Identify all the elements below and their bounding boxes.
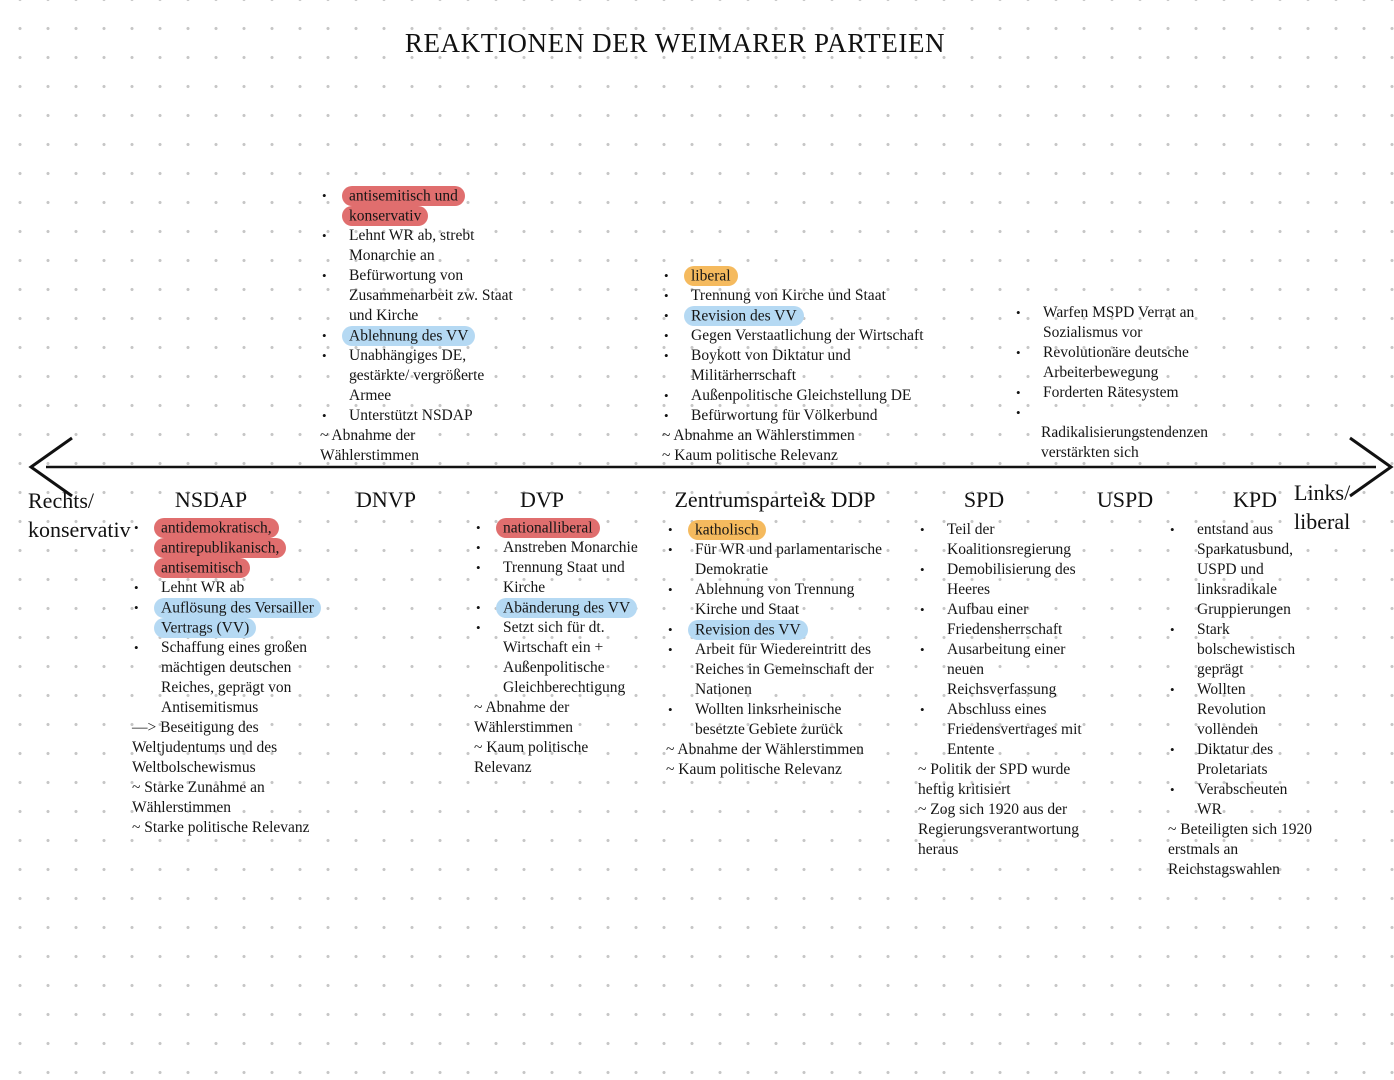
item-text — [161, 598, 346, 638]
item-text: Lehnt WR ab, strebt Monarchie an — [349, 227, 475, 264]
bullet-icon: • — [664, 348, 669, 363]
item-text: Ausarbeitung einer neuen Reichsverfassung — [947, 641, 1066, 698]
bullet-icon: • — [668, 642, 673, 657]
item-text: Befürwortung für Völkerbund — [691, 407, 878, 424]
list-item — [666, 540, 884, 580]
bullet-icon: • — [1016, 385, 1021, 400]
item-text: ~ Abnahme der Wählerstimmen — [666, 741, 864, 758]
list-item — [132, 518, 346, 578]
item-text — [503, 598, 644, 618]
bullet-icon: • — [668, 702, 673, 717]
list-item — [474, 598, 644, 618]
party-label-nsdap: NSDAP — [174, 487, 248, 512]
bullet-icon: • — [668, 622, 673, 637]
item-text: Lehnt WR ab — [161, 579, 245, 596]
item-text: —> Beseitigung des Weltjudentums und des Weltbolschewismus — [132, 719, 278, 776]
item-text: ~ Starke politische Relevanz — [132, 819, 310, 836]
note-line — [918, 800, 1088, 860]
party-label-dvp: DVP — [519, 487, 565, 512]
list-item — [132, 638, 346, 718]
bullet-icon: • — [476, 600, 481, 615]
list-item — [662, 266, 944, 286]
spd-notes — [918, 520, 1088, 860]
list-item — [320, 326, 516, 346]
bullet-icon: • — [1170, 522, 1175, 537]
item-text: ~ Abnahme der Wählerstimmen — [474, 699, 573, 736]
item-text: ~ Starke Zunahme an Wählerstimmen — [132, 779, 265, 816]
highlight-orange: liberal — [684, 266, 738, 286]
bullet-icon: • — [476, 620, 481, 635]
list-item — [662, 406, 944, 426]
note-line — [1168, 820, 1312, 880]
list-item — [320, 226, 516, 266]
list-item — [666, 620, 884, 640]
bullet-icon: • — [134, 580, 139, 595]
note-line — [474, 698, 644, 738]
list-item — [1014, 403, 1226, 423]
party-label-zentrum-ddp: Zentrumspartei& DDP — [674, 487, 876, 512]
item-text: Revolutionäre deutsche Arbeiterbewegung — [1043, 344, 1189, 381]
item-text: Befürwortung von Zusammenarbeit zw. Staat und Kirche — [349, 267, 513, 324]
page-title: REAKTIONEN DER WEIMARER PARTEIEN — [404, 28, 946, 58]
bullet-icon: • — [476, 560, 481, 575]
axis-label-line: Rechts/ — [28, 488, 94, 513]
highlight-blue: Auflösung des Versailler Vertrags (VV) — [154, 598, 321, 638]
bullet-icon: • — [920, 522, 925, 537]
item-text: entstand aus Sparkatusbund, USPD und linksradikale Gruppierungen — [1197, 521, 1294, 618]
list-item — [474, 558, 644, 598]
item-text: Aufbau einer Friedensherrschaft — [947, 601, 1063, 638]
bullet-icon: • — [664, 408, 669, 423]
bullet-icon: • — [1170, 622, 1175, 637]
item-text: Gegen Verstaatlichung der Wirtschaft — [691, 327, 924, 344]
bullet-icon: • — [322, 228, 327, 243]
axis-label-right-conservative — [28, 486, 131, 544]
bullet-icon: • — [668, 542, 673, 557]
item-text: ~ Politik der SPD wurde heftig kritisiert — [918, 761, 1071, 798]
bullet-icon: • — [322, 348, 327, 363]
item-text — [695, 520, 884, 540]
highlight-blue: Revision des VV — [684, 306, 804, 326]
list-item — [918, 560, 1088, 600]
note-line — [132, 718, 346, 778]
item-text — [503, 518, 644, 538]
zentrum-ddp-notes-top — [662, 266, 944, 466]
list-item — [320, 186, 516, 226]
item-text: ~ Abnahme an Wählerstimmen — [662, 427, 855, 444]
list-item — [320, 406, 516, 426]
bullet-icon: • — [664, 328, 669, 343]
party-label-kpd: KPD — [1232, 487, 1278, 512]
bullet-icon: • — [920, 562, 925, 577]
note-line — [662, 426, 944, 446]
axis-label-line: Links/ — [1294, 480, 1351, 505]
item-text: Wollten linksrheinische besetzte Gebiete zurück — [695, 701, 844, 738]
item-text: Trennung Staat und Kirche — [503, 559, 625, 596]
item-text: Ablehnung von Trennung Kirche und Staat — [695, 581, 855, 618]
bullet-icon: • — [664, 288, 669, 303]
bullet-icon: • — [134, 640, 139, 655]
list-item — [662, 386, 944, 406]
bullet-icon: • — [920, 642, 925, 657]
note-line — [320, 426, 516, 466]
highlight-blue: Ablehnung des VV — [342, 326, 475, 346]
item-text — [1043, 403, 1226, 423]
bullet-icon: • — [1170, 742, 1175, 757]
item-text: Verabscheuten WR — [1197, 781, 1288, 818]
nsdap-notes — [132, 518, 346, 838]
note-line — [1041, 423, 1226, 463]
list-item — [1014, 343, 1226, 383]
list-item — [1168, 520, 1312, 620]
list-item — [666, 580, 884, 620]
note-line — [666, 740, 884, 760]
item-text: Unabhängiges DE, gestärkte/ vergrößerte Armee — [349, 347, 485, 404]
item-text — [161, 518, 346, 578]
item-text: Demobilisierung des Heeres — [947, 561, 1076, 598]
list-item — [662, 326, 944, 346]
list-item — [474, 618, 644, 698]
note-line — [918, 760, 1088, 800]
item-text: Abschluss eines Friedensvertrages mit Entente — [947, 701, 1082, 758]
note-line — [662, 446, 944, 466]
bullet-icon: • — [322, 328, 327, 343]
note-line — [132, 778, 346, 818]
list-item — [1014, 383, 1226, 403]
bullet-icon: • — [1016, 305, 1021, 320]
bullet-icon: • — [668, 582, 673, 597]
bullet-icon: • — [668, 522, 673, 537]
item-text: ~ Beteiligten sich 1920 erstmals an Reichstagswahlen — [1168, 821, 1312, 878]
list-item — [474, 538, 644, 558]
bullet-icon: • — [920, 602, 925, 617]
item-text: Trennung von Kirche und Staat — [691, 287, 886, 304]
item-text: Anstreben Monarchie — [503, 539, 638, 556]
item-text: ~ Zog sich 1920 aus der Regierungsverantwortung heraus — [918, 801, 1079, 858]
list-item — [918, 700, 1088, 760]
bullet-icon: • — [664, 308, 669, 323]
bullet-icon: • — [134, 520, 139, 535]
highlight-red: antidemokratisch, antirepublikanisch, antisemitisch — [154, 518, 286, 578]
item-text: Diktatur des Proletariats — [1197, 741, 1274, 778]
item-text: Wollten Revolution vollenden — [1197, 681, 1266, 738]
list-item — [1168, 740, 1312, 780]
axis-label-line: konservativ — [28, 517, 131, 542]
item-text — [695, 620, 884, 640]
item-text — [691, 306, 944, 326]
list-item — [474, 518, 644, 538]
list-item — [918, 600, 1088, 640]
item-text: ~ Abnahme der Wählerstimmen — [320, 427, 419, 464]
item-text: Stark bolschewistisch geprägt — [1197, 621, 1296, 678]
bullet-icon: • — [322, 268, 327, 283]
note-line — [132, 818, 346, 838]
bullet-icon: • — [1016, 345, 1021, 360]
zentrum-ddp-notes-bottom — [666, 520, 884, 780]
highlight-red: antisemitisch und konservativ — [342, 186, 465, 226]
bullet-icon: • — [134, 600, 139, 615]
item-text: Boykott von Diktatur und Militärherrschaft — [691, 347, 851, 384]
bullet-icon: • — [1170, 682, 1175, 697]
bullet-icon: • — [1170, 782, 1175, 797]
party-label-spd: SPD — [963, 487, 1005, 512]
item-text: Schaffung eines großen mächtigen deutschen Reiches, geprägt von Antisemitismus — [161, 639, 308, 716]
bullet-icon: • — [920, 702, 925, 717]
item-text: Radikalisierungstendenzen verstärkten sich — [1041, 424, 1209, 461]
bullet-icon: • — [664, 388, 669, 403]
kpd-notes — [1168, 520, 1312, 880]
axis-label-line: liberal — [1294, 509, 1351, 534]
item-text: Setzt sich für dt. Wirtschaft ein + Außenpolitische Gleichberechtigung — [503, 619, 626, 696]
note-line — [474, 738, 644, 778]
highlight-blue: Abänderung des VV — [496, 598, 637, 618]
list-item — [666, 700, 884, 740]
dvp-notes — [474, 518, 644, 778]
item-text — [691, 266, 944, 286]
item-text: Warfen MSPD Verrat an Sozialismus vor — [1043, 304, 1195, 341]
list-item — [666, 520, 884, 540]
list-item — [320, 266, 516, 326]
party-label-dnvp: DNVP — [356, 487, 416, 512]
item-text — [349, 326, 516, 346]
list-item — [662, 286, 944, 306]
item-text: Teil der Koalitionsregierung — [947, 521, 1071, 558]
item-text: ~ Kaum politische Relevanz — [666, 761, 842, 778]
dnvp-notes — [320, 186, 516, 466]
bullet-icon: • — [322, 408, 327, 423]
list-item — [1168, 680, 1312, 740]
list-item — [662, 306, 944, 326]
item-text: ~ Kaum politische Relevanz — [662, 447, 838, 464]
list-item — [1168, 620, 1312, 680]
item-text: Arbeit für Wiedereintritt des Reiches in Gemeinschaft der Nationen — [695, 641, 874, 698]
list-item — [662, 346, 944, 386]
item-text: Für WR und parlamentarische Demokratie — [695, 541, 882, 578]
list-item — [1014, 303, 1226, 343]
list-item — [1168, 780, 1312, 820]
note-line — [666, 760, 884, 780]
item-text: Unterstützt NSDAP — [349, 407, 473, 424]
list-item — [320, 346, 516, 406]
item-text: Außenpolitische Gleichstellung DE — [691, 387, 912, 404]
bullet-icon: • — [322, 188, 327, 203]
list-item — [132, 598, 346, 638]
highlight-blue: Revision des VV — [688, 620, 808, 640]
bullet-icon: • — [664, 268, 669, 283]
list-item — [132, 578, 346, 598]
list-item — [918, 520, 1088, 560]
bullet-icon: • — [1016, 405, 1021, 420]
highlight-orange: katholisch — [688, 520, 766, 540]
list-item — [918, 640, 1088, 700]
highlight-red: nationalliberal — [496, 518, 600, 538]
uspd-notes — [1014, 303, 1226, 463]
party-label-uspd: USPD — [1096, 487, 1154, 512]
bullet-icon: • — [476, 540, 481, 555]
item-text — [349, 186, 516, 226]
item-text: ~ Kaum politische Relevanz — [474, 739, 589, 776]
bullet-icon: • — [476, 520, 481, 535]
item-text: Forderten Rätesystem — [1043, 384, 1179, 401]
list-item — [666, 640, 884, 700]
